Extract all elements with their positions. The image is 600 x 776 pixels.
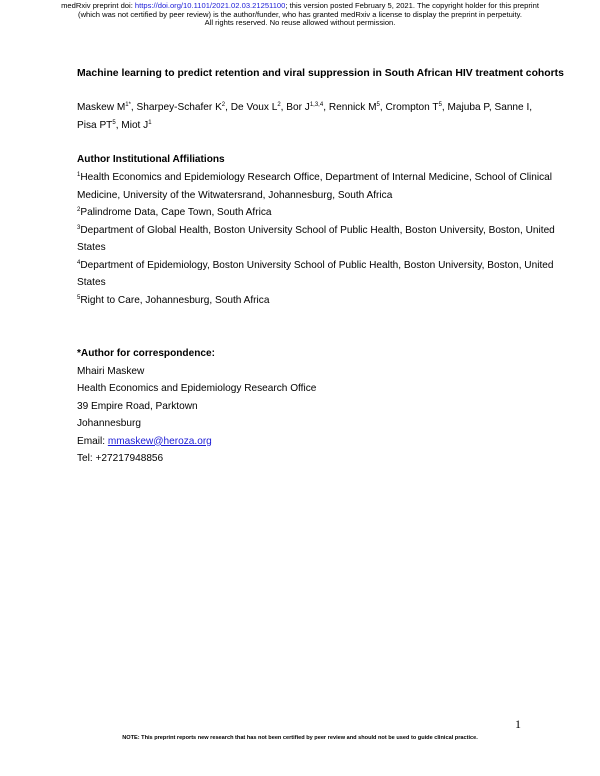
author-affiliation-marker: 5 [112, 119, 116, 126]
affiliation-item [77, 292, 559, 310]
author [231, 102, 281, 113]
author-list: Maskew $M^{1*}$, Sharpey-Schafer $K^2$, De Voux $L^2$, Bor J$^{1,3,4}$, Rennick $M^5$, Crompton $T^5$, Majuba P, Sanne I, Pisa $PT^5$, Miot $J^1$ [77, 102, 533, 131]
doi-link[interactable]: https://doi.org/10.1101/2021.02.03.21251100 [134, 1, 286, 10]
correspondence-tel: Tel: +27217948856 [77, 453, 164, 464]
author-name: Sharpey-Schafer K [136, 102, 222, 113]
affiliation-number: 1 [77, 172, 81, 178]
author-affiliation-marker: 1* [125, 102, 131, 108]
affiliation-item [77, 257, 559, 292]
author [494, 102, 529, 113]
author-name: De Voux L [230, 102, 278, 113]
affiliation-item [77, 169, 559, 204]
header-line-2: (which was not certified by peer review) is the author/funder, who has granted medRxiv a license to display the preprint in perpetuity. [78, 9, 522, 19]
affiliations-list [77, 169, 559, 309]
author-affiliation-marker: 5 [376, 102, 380, 108]
author-name: Bor J [286, 102, 310, 113]
author-name: Pisa PT [77, 119, 113, 131]
footer-note: NOTE: This preprint reports new research that has not been certified by peer review and should not be used to guide clinical practice. [122, 735, 478, 741]
affiliation-text: Health Economics and Epidemiology Research Office, Department of Internal Medicine, School of Clinical Medicine, University of the Witwatersrand, Johannesburg, South Africa [77, 172, 552, 201]
affiliation-item [77, 222, 559, 257]
author-affiliation-marker: 5 [438, 102, 442, 108]
header-line-3: All rights reserved. No reuse allowed without permission. [204, 18, 396, 28]
affiliation-number: 2 [77, 207, 81, 213]
email-link[interactable]: mmaskew@heroza.org [107, 435, 212, 447]
affiliation-text: Right to Care, Johannesburg, South Africa [80, 294, 270, 306]
author-name: Maskew M [77, 102, 126, 113]
affiliation-number: 5 [77, 294, 81, 301]
correspondence-email-line: Email: mmaskew@heroza.org [77, 435, 212, 447]
author-name: Sanne I [494, 102, 530, 113]
author-affiliation-marker: 1 [148, 119, 152, 126]
correspondence-city: Johannesburg [77, 418, 141, 429]
correspondence-org: Health Economics and Epidemiology Research Office [77, 383, 317, 394]
author-affiliation-marker: 1,3,4 [309, 102, 324, 108]
affiliation-number: 4 [77, 259, 81, 266]
author-affiliation-marker: 2 [277, 102, 281, 108]
correspondence-street: 39 Empire Road, Parktown [77, 400, 198, 412]
author-name: Miot J [121, 119, 149, 131]
author-name: Rennick M [328, 102, 377, 113]
author [286, 102, 323, 113]
affiliation-number: 3 [77, 224, 81, 231]
author [77, 102, 131, 113]
affiliations-heading: Author Institutional Affiliations [77, 154, 225, 165]
author [329, 102, 380, 113]
author [77, 120, 116, 131]
correspondence-name: Mhairi Maskew [77, 365, 145, 377]
author [137, 102, 226, 113]
affiliation-text: Department of Global Health, Boston University School of Public Health, Boston University, Boston, United States [77, 224, 555, 253]
paper-title: Machine learning to predict retention and viral suppression in South African HIV treatment cohorts [77, 68, 564, 79]
header-line-1: medRxiv preprint doi: https://doi.org/10.1101/2021.02.03.21251100; this version posted February 5, 2021. The copyright holder for this preprint [61, 1, 539, 10]
author-affiliation-marker: 2 [221, 102, 226, 108]
author-name: Crompton T [385, 102, 439, 113]
author-name: Majuba P [447, 102, 489, 113]
affiliation-text: Palindrome Data, Cape Town, South Africa [80, 207, 272, 218]
page-number: 1 [515, 717, 521, 731]
author [121, 120, 151, 131]
preprint-header [0, 2, 600, 28]
correspondence-block [77, 345, 477, 468]
author [385, 102, 441, 113]
author [448, 102, 489, 113]
affiliation-item [77, 204, 559, 222]
affiliation-text: Department of Epidemiology, Boston University School of Public Health, Boston University, Boston, United States [77, 259, 554, 288]
correspondence-heading: *Author for correspondence: [77, 348, 215, 359]
